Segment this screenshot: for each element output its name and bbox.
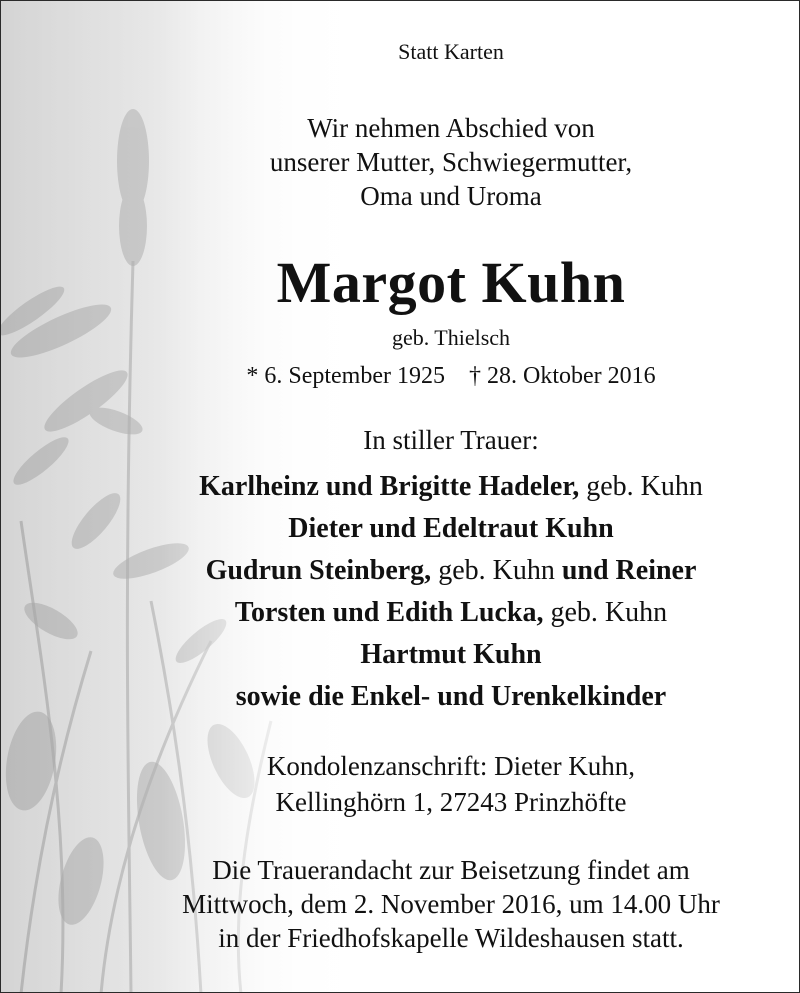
deceased-name: Margot Kuhn: [276, 250, 626, 315]
mourner-row-3: [81, 555, 800, 587]
death-date: † 28. Oktober 2016: [468, 363, 656, 389]
mourner-row-2: [81, 513, 800, 545]
service-line-1: Die Trauerandacht zur Beisetzung findet am: [212, 855, 690, 885]
condolence-address-line-1: Kondolenzanschrift: Dieter Kuhn,: [266, 751, 636, 781]
intro-line-1: Wir nehmen Abschied von: [307, 113, 595, 143]
mourner-names: Gudrun Steinberg,: [205, 555, 432, 586]
service-line-3: in der Friedhofskapelle Wildeshausen statt.: [218, 923, 684, 953]
mourner-names: sowie die Enkel- und Urenkelkinder: [235, 681, 667, 712]
intro-line-2: unserer Mutter, Schwiegermutter,: [269, 147, 633, 177]
service-line-2: Mittwoch, dem 2. November 2016, um 14.00 Uhr: [182, 889, 720, 919]
mourner-row-4: [81, 597, 800, 629]
mourner-partner: und Reiner: [561, 555, 697, 586]
mourner-row-6: [81, 681, 800, 713]
birth-date: * 6. September 1925: [246, 363, 445, 389]
mourner-row-1: [81, 471, 800, 503]
condolence-address-line-2: Kellinghörn 1, 27243 Prinzhöfte: [275, 787, 627, 817]
statt-karten-label: Statt Karten: [398, 39, 504, 64]
mourning-heading: In stiller Trauer:: [363, 425, 539, 455]
mourner-row-5: [81, 639, 800, 671]
mourner-maiden-note: geb. Kuhn: [543, 597, 668, 628]
mourner-maiden-note: geb. Kuhn: [579, 471, 703, 502]
maiden-name: geb. Thielsch: [391, 325, 511, 350]
mourner-names: Hartmut Kuhn: [360, 639, 542, 670]
life-dates: [81, 363, 800, 390]
notice-content: [1, 1, 800, 993]
mourner-maiden-note: geb. Kuhn: [431, 555, 562, 586]
mourner-names: Torsten und Edith Lucka,: [234, 597, 544, 628]
mourner-names: Dieter und Edeltraut Kuhn: [288, 513, 614, 544]
mourner-names: Karlheinz und Brigitte Hadeler,: [199, 471, 580, 502]
intro-line-3: Oma und Uroma: [360, 181, 542, 211]
